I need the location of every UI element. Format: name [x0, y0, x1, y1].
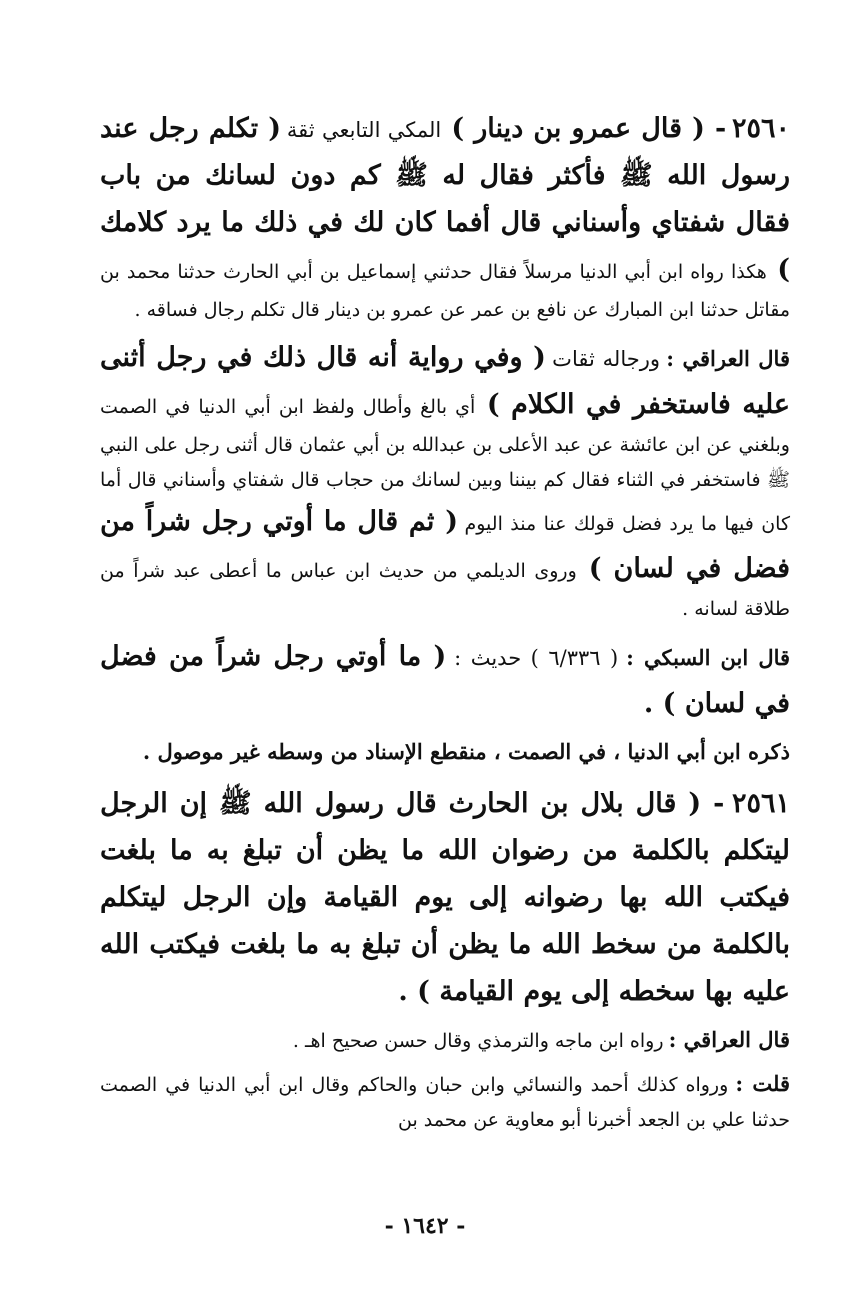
- iraqi-quote: وفي رواية أنه قال ذلك في رجل أثنى عليه فاستخفر في الكلام: [100, 342, 790, 420]
- iraqi-2-label: قال العراقي :: [668, 1027, 790, 1052]
- subki-label: قال ابن السبكي :: [626, 645, 791, 670]
- hadith-title: قال عمرو بن دينار: [474, 113, 683, 144]
- hadith-2561-paragraph: ٢٥٦١ - ( قال بلال بن الحارث قال رسول الله ﷺ إن الرجل ليتكلم بالكلمة من رضوان الله ما يظن أن تبلغ به ما بلغت فيكتب الله بها رضوانه إلى يوم القيامة وإن الرجل ليتكلم بالكلمة من سخط الله ما يظن أن تبلغ به ما بلغت فيكتب الله عليه بها سخطه إلى يوم القيامة ) .: [100, 788, 790, 1007]
- commentary-text: هكذا رواه ابن أبي الدنيا مرسلاً فقال حدثني إسماعيل بن أبي الحارث حدثنا محمد بن مقاتل حدثنا ابن المبارك عن نافع بن عمر عن عمرو بن دينار قال تكلم رجال فساقه .: [100, 261, 790, 321]
- iraqi-text-2: وروى الديلمي من حديث ابن عباس ما أعطى عبد شراً من طلاقة لسانه .: [100, 560, 790, 620]
- page-number: - ١٦٤٢ -: [384, 1213, 466, 1239]
- iraqi-2-paragraph: [100, 1021, 790, 1059]
- subki-note: ذكره ابن أبي الدنيا ، في الصمت ، منقطع الإسناد من وسطه غير موصول .: [142, 739, 790, 764]
- hadith-number: ٢٥٦٠: [732, 113, 791, 144]
- subki-paragraph: قال ابن السبكي : ( ٦/٣٣٦ ) حديث : ( ما أوتي رجل شراً من فضل في لسان ) .: [100, 641, 791, 719]
- qultu-label: قلت :: [735, 1071, 790, 1096]
- qultu-text: ورواه كذلك أحمد والنسائي وابن حبان والحاكم وقال ابن أبي الدنيا في الصمت حدثنا علي بن الجعد أخبرنا أبو معاوية عن محمد بن: [100, 1074, 790, 1131]
- narrator-description: المكي التابعي ثقة: [286, 118, 442, 142]
- iraqi-label: قال العراقي :: [666, 346, 790, 371]
- iraqi-quote-2: ثم قال ما أوتي رجل شراً من فضل في لسان: [100, 506, 790, 584]
- subki-reference: ( ٦/٣٣٦ ) حديث :: [454, 646, 619, 670]
- hadith-matn: تكلم رجل عند رسول الله ﷺ فأكثر فقال له ﷺ كم دون لسانك من باب فقال شفتاي وأسناني قال أفما كان لك في ذلك ما يرد كلامك: [100, 113, 790, 238]
- subki-quote: ما أوتي رجل شراً من فضل في لسان: [100, 641, 790, 719]
- iraqi-paragraph: قال العراقي : ورجاله ثقات ( وفي رواية أنه قال ذلك في رجل أثنى عليه فاستخفر في الكلام ) أي بالغ وأطال ولفظ ابن أبي الدنيا في الصمت وبلغني عن ابن عائشة عن عبد الأعلى بن عبدالله بن أبي عثمان قال أثنى رجل على النبي ﷺ فاستخفر في الثناء فقال كم بيننا وبين لسانك من حجاب قال شفتاي وأسناني قال أما كان فيها ما يرد فضل قولك عنا منذ اليوم ( ثم قال ما أوتي رجل شراً من فضل في لسان ) وروى الديلمي من حديث ابن عباس ما أعطى عبد شراً من طلاقة لسانه .: [100, 342, 790, 620]
- qultu-paragraph: [100, 1065, 790, 1138]
- iraqi-2-text: رواه ابن ماجه والترمذي وقال حسن صحيح اهـ .: [292, 1030, 664, 1052]
- hadith-number: ٢٥٦١: [731, 788, 790, 819]
- hadith-matn: قال بلال بن الحارث قال رسول الله ﷺ إن الرجل ليتكلم بالكلمة من رضوان الله ما يظن أن تبلغ به ما بلغت فيكتب الله بها رضوانه إلى يوم القيامة وإن الرجل ليتكلم بالكلمة من سخط الله ما يظن أن تبلغ به ما بلغت فيكتب الله عليه بها سخطه إلى يوم القيامة: [100, 788, 790, 1007]
- iraqi-text: أي بالغ وأطال ولفظ ابن أبي الدنيا في الصمت وبلغني عن ابن عائشة عن عبد الأعلى بن عبدالله بن أبي عثمان قال أثنى رجل على النبي ﷺ فاستخفر في الثناء فقال كم بيننا وبين لسانك من حجاب قال شفتاي وأسناني قال أما كان فيها ما يرد فضل قولك عنا منذ اليوم: [100, 396, 790, 535]
- hadith-2560-paragraph: ٢٥٦٠ - ( قال عمرو بن دينار ) المكي التابعي ثقة ( تكلم رجل عند رسول الله ﷺ فأكثر فقال له ﷺ كم دون لسانك من باب فقال شفتاي وأسناني قال أفما كان لك في ذلك ما يرد كلامك ) هكذا رواه ابن أبي الدنيا مرسلاً فقال حدثني إسماعيل بن أبي الحارث حدثنا محمد بن مقاتل حدثنا ابن المبارك عن نافع بن عمر عن عمرو بن دينار قال تكلم رجال فساقه .: [100, 113, 791, 321]
- iraqi-intro: ورجاله ثقات: [552, 347, 660, 371]
